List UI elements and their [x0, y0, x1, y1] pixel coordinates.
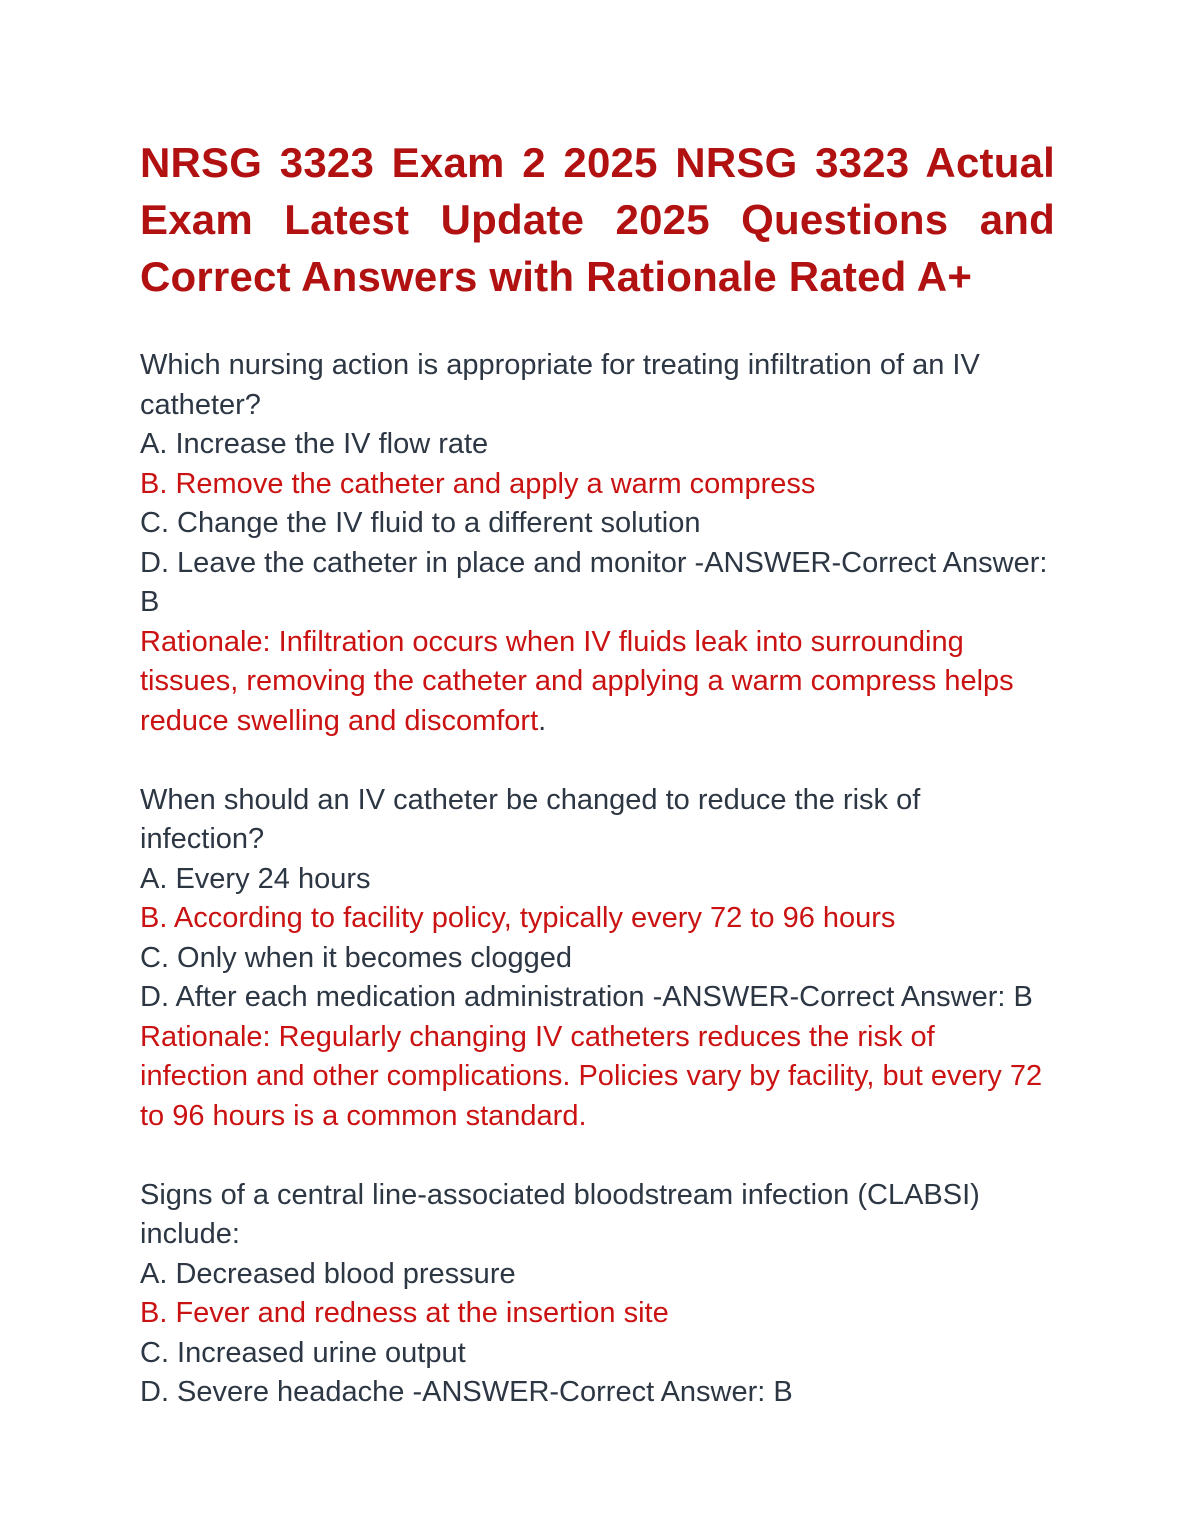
question-block-3 [140, 1176, 1048, 1413]
question-1-stem: Which nursing action is appropriate for treating infiltration of an IV catheter? [140, 349, 980, 421]
question-3-option-a: A. Decreased blood pressure [140, 1257, 516, 1290]
question-1-option-d: D. Leave the catheter in place and monitor -ANSWER-Correct Answer: B [140, 546, 1048, 618]
title-line-3: Correct Answers with Rationale Rated A+ [140, 253, 973, 300]
question-block-1 [140, 346, 1048, 741]
question-3-stem: Signs of a central line-associated bloodstream infection (CLABSI) include: [140, 1178, 980, 1250]
rationale-period: . [538, 704, 547, 737]
question-block-2 [140, 781, 1048, 1137]
question-3-option-b: B. Fever and redness at the insertion site [140, 1297, 669, 1329]
question-3-option-d: D. Severe headache -ANSWER-Correct Answer: B [140, 1376, 793, 1408]
question-2-option-a: A. Every 24 hours [140, 862, 371, 895]
title-line-1: NRSG 3323 Exam 2 2025 NRSG 3323 Actual [140, 139, 1055, 186]
question-2-stem: When should an IV catheter be changed to reduce the risk of infection? [140, 783, 921, 855]
question-1-rationale [140, 623, 1048, 742]
rationale-text: Rationale: Regularly changing IV catheters reduces the risk of infection and other complications. Policies vary by facility, but every 72 to 96 hours is a common standard. [140, 1020, 1043, 1132]
question-2-rationale [140, 1018, 1048, 1137]
question-3-option-c: C. Increased urine output [140, 1336, 466, 1369]
title-line-2: Exam Latest Update 2025 Questions and [140, 196, 1055, 243]
question-2-option-d: D. After each medication administration -ANSWER-Correct Answer: B [140, 981, 1033, 1013]
question-1-option-a: A. Increase the IV flow rate [140, 428, 489, 460]
rationale-text: Rationale: Infiltration occurs when IV fluids leak into surrounding tissues, removing the catheter and applying a warm compress helps reduce swelling and discomfort [140, 625, 1014, 737]
document-title [140, 134, 1055, 305]
question-1-option-c: C. Change the IV fluid to a different solution [140, 507, 701, 539]
question-1-option-b: B. Remove the catheter and apply a warm compress [140, 467, 816, 500]
question-2-option-b: B. According to facility policy, typically every 72 to 96 hours [140, 902, 896, 934]
question-2-option-c: C. Only when it becomes clogged [140, 941, 572, 974]
